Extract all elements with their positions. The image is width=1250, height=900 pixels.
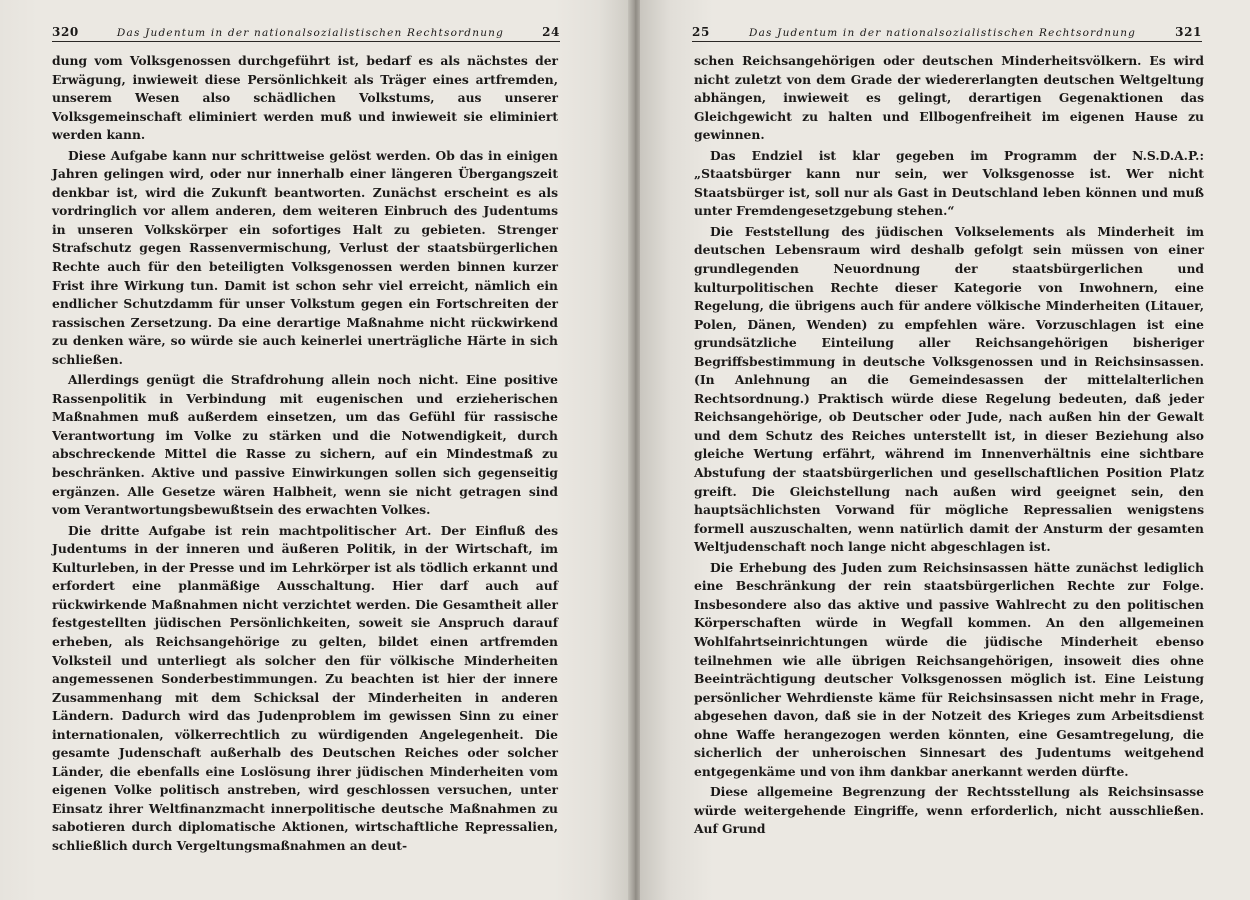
right-page-number: 321 <box>1175 25 1202 39</box>
right-page-body <box>694 52 1204 839</box>
left-running-title: Das Judentum in der nationalsozialistischen Rechtsordnung <box>116 27 505 39</box>
left-page-body <box>52 52 558 856</box>
left-paragraph: dung vom Volksgenossen durchgeführt ist, bedarf es als nächstes der Erwägung, inwieweit diese Persönlichkeit als Träger eines artfremden, unserem Wesen also schädlichen Volkstums, aus unserer Volksgemeinschaft eliminiert werden muß und inwieweit sie eliminiert werden kann. <box>52 53 558 143</box>
right-paragraph: Diese allgemeine Begrenzung der Rechtsstellung als Reichsinsasse würde weitergehende Eingriffe, wenn erforderlich, nicht ausschließen. Auf Grund <box>694 784 1204 837</box>
left-section-number: 24 <box>542 25 560 39</box>
right-section-number: 25 <box>692 25 710 39</box>
left-page-number: 320 <box>52 25 79 39</box>
right-paragraph: Die Erhebung des Juden zum Reichsinsassen hätte zunächst lediglich eine Beschränkung der rein staatsbürgerlichen Rechte zur Folge. Insbesondere also das aktive und passive Wahlrecht zu den politischen Körperschaften würde in Wegfall kommen. An den allgemeinen Wohlfahrtseinrichtungen würde die jüdische Minderheit ebenso teilnehmen wie alle übrigen Reichsangehörigen, insoweit dies ohne Beeinträchtigung deutscher Volksgenossen möglich ist. Eine Leistung persönlicher Wehrdienste käme für Reichsinsassen nicht mehr in Frage, abgesehen davon, daß sie in der Notzeit des Krieges zum Arbeitsdienst ohne Waffe herangezogen werden könnten, eine Gesamtregelung, die sicherlich der unheroischen Sinnesart des Judentums weitgehend entgegenkäme und von ihm dankbar anerkannt werden dürfte. <box>694 559 1204 779</box>
right-paragraph: Das Endziel ist klar gegeben im Programm der N.S.D.A.P.: „Staatsbürger kann nur sein, wer Volksgenosse ist. Wer nicht Staatsbürger ist, soll nur als Gast in Deutschland leben können und muß unter Fremdengesetzgebung stehen.“ <box>694 147 1204 219</box>
right-page-header <box>692 22 1202 42</box>
right-running-title: Das Judentum in der nationalsozialistischen Rechtsordnung <box>748 27 1137 39</box>
right-paragraph: schen Reichsangehörigen oder deutschen Minderheitsvölkern. Es wird nicht zuletzt von dem Grade der wiedererlangten deutschen Weltgeltung abhängen, inwieweit es gelingt, derartigen Gegenaktionen das Gleichgewicht zu halten und Ellbogenfreiheit im eigenen Hause zu gewinnen. <box>694 53 1204 143</box>
left-page-header <box>52 22 560 42</box>
right-page <box>640 0 1250 900</box>
left-paragraph: Allerdings genügt die Strafdrohung allein noch nicht. Eine positive Rassenpolitik in Verbindung mit eugenischen und erzieherischen Maßnahmen muß außerdem einsetzen, um das Gefühl für rassische Verantwortung im Volke zu stärken und die Notwendigkeit, durch abschreckende Mittel die Rasse zu sichern, auf ein Mindestmaß zu beschränken. Aktive und passive Einwirkungen sollen sich gegenseitig ergänzen. Alle Gesetze wären Halbheit, wenn sie nicht getragen sind vom Verantwortungsbewußtsein des erwachten Volkes. <box>52 372 558 518</box>
left-paragraph: Die dritte Aufgabe ist rein machtpolitischer Art. Der Einfluß des Judentums in der inneren und äußeren Politik, in der Wirtschaft, im Kulturleben, in der Presse und im Lehrkörper ist als tödlich erkannt und erfordert eine planmäßige Ausschaltung. Hier darf auch auf rückwirkende Maßnahmen nicht verzichtet werden. Die Gesamtheit aller festgestellten jüdischen Persönlichkeiten, soweit sie Anspruch darauf erheben, als Reichsangehörige zu gelten, bildet einen artfremden Volksteil und unterliegt als solcher den für völkische Minderheiten angemessenen Sonderbestimmungen. Zu beachten ist hier der innere Zusammenhang mit dem Schicksal der Minderheiten in anderen Ländern. Dadurch wird das Judenproblem im gewissen Sinn zu einer internationalen, völkerrechtlich zu würdigenden Angelegenheit. Die gesamte Judenschaft außerhalb des Deutschen Reiches oder solcher Länder, die ebenfalls eine Loslösung ihrer jüdischen Minderheiten vom eigenen Volke politisch anstreben, wird geschlossen versuchen, unter Einsatz ihrer Weltfinanzmacht innerpolitische deutsche Maßnahmen zu sabotieren durch diplomatische Aktionen, wirtschaftliche Repressalien, schließlich durch Vergeltungsmaßnahmen an deut- <box>52 522 558 853</box>
right-paragraph: Die Feststellung des jüdischen Volkselements als Minderheit im deutschen Lebensraum wird deshalb gefolgt sein müssen von einer grundlegenden Neuordnung der staatsbürgerlichen und kulturpolitischen Rechte dieser Kategorie von Inwohnern, eine Regelung, die übrigens auch für andere völkische Minderheiten (Litauer, Polen, Dänen, Wenden) zu empfehlen wäre. Vorzuschlagen ist eine grundsätzliche Einteilung aller Reichsangehörigen bisheriger Begriffsbestimmung in deutsche Volksgenossen und in Reichsinsassen. (In Anlehnung an die Gemeindesassen der mittelalterlichen Rechtsordnung.) Praktisch würde diese Regelung bedeuten, daß jeder Reichsangehörige, ob Deutscher oder Jude, nach außen hin der Gewalt und dem Schutz des Reiches unterstellt ist, in dieser Beziehung also gleiche Wertung erfährt, während im Innenverhältnis eine sichtbare Abstufung der staatsbürgerlichen und gesellschaftlichen Position Platz greift. Die Gleichstellung nach außen wird geeignet sein, den hauptsächlichsten Vorwand für mögliche Repressalien wenigstens formell auszuschalten, wenn natürlich damit der Ansturm der gesamten Weltjudenschaft noch lange nicht abgeschlagen ist. <box>694 223 1204 555</box>
left-paragraph: Diese Aufgabe kann nur schrittweise gelöst werden. Ob das in einigen Jahren gelingen wird, oder nur innerhalb einer längeren Übergangszeit denkbar ist, wird die Zukunft beantworten. Zunächst erscheint es als vordringlich vor allem anderen, dem weiteren Einbruch des Judentums in unseren Volkskörper ein sofortiges Halt zu gebieten. Strenger Strafschutz gegen Rassenvermischung, Verlust der staatsbürgerlichen Rechte auch für den beteiligten Volksgenossen werden binnen kurzer Frist ihre Wirkung tun. Damit ist schon sehr viel erreicht, nämlich ein endlicher Schutzdamm für unser Volkstum gegen ein Fortschreiten der rassischen Zersetzung. Da eine derartige Maßnahme nicht rückwirkend zu denken wäre, so würde sie auch keinerlei unerträgliche Härte in sich schließen. <box>52 147 558 367</box>
